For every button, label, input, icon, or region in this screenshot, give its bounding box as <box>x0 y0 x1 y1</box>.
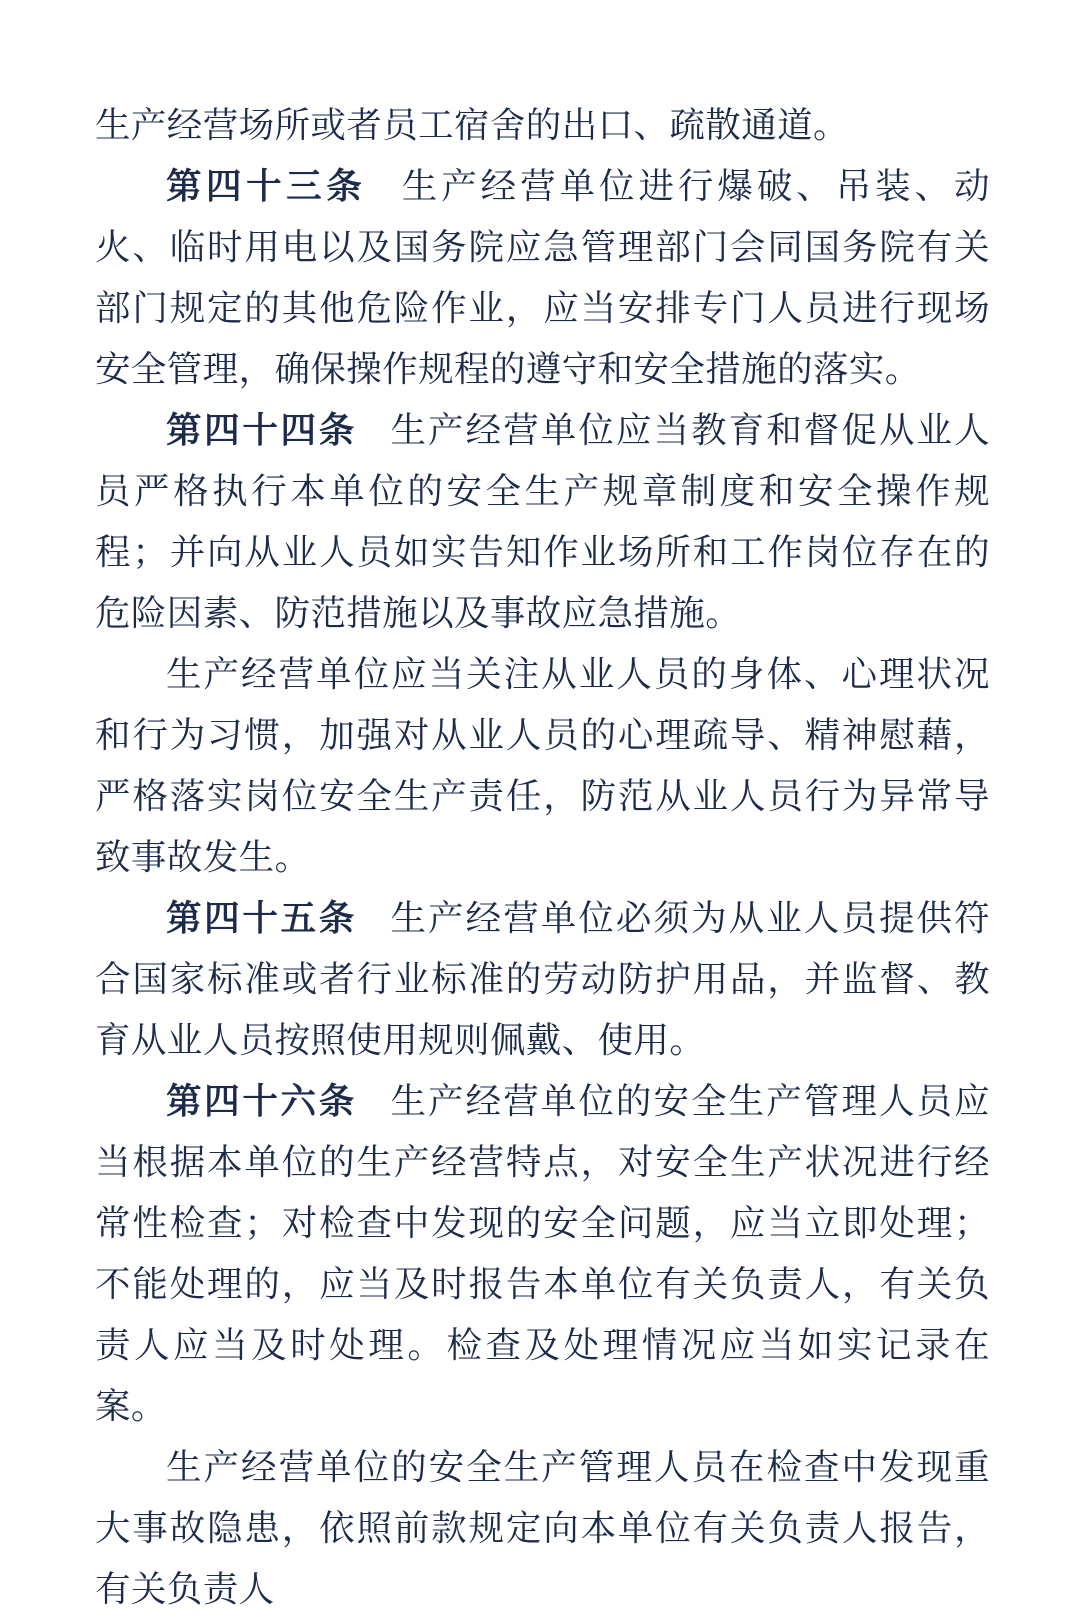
paragraph-continued <box>95 95 990 156</box>
paragraph-text: 生产经营单位应当教育和督促从业人员严格执行本单位的安全生产规章制度和安全操作规程；并向从业人员如实告知作业场所和工作岗位存在的危险因素、防范措施以及事故应急措施。 <box>95 410 990 634</box>
paragraph-text: 生产经营场所或者员工宿舍的出口、疏散通道。 <box>95 105 849 146</box>
paragraph-text: 生产经营单位应当关注从业人员的身体、心理状况和行为习惯，加强对从业人员的心理疏导、精神慰藉，严格落实岗位安全生产责任，防范从业人员行为异常导致事故发生。 <box>95 654 990 878</box>
article-number: 第四十四条 <box>166 410 357 451</box>
paragraph-article-45 <box>95 888 990 1071</box>
paragraph-article-43 <box>95 156 990 400</box>
article-number: 第四十五条 <box>166 898 357 939</box>
paragraph-text: 生产经营单位的安全生产管理人员在检查中发现重大事故隐患，依照前款规定向本单位有关负责人报告，有关负责人 <box>95 1447 990 1610</box>
paragraph-article-44-second <box>95 644 990 888</box>
article-number: 第四十三条 <box>166 166 367 207</box>
paragraph-article-44 <box>95 400 990 644</box>
paragraph-text: 生产经营单位必须为从业人员提供符合国家标准或者行业标准的劳动防护用品，并监督、教育从业人员按照使用规则佩戴、使用。 <box>95 898 990 1061</box>
paragraph-article-46 <box>95 1071 990 1437</box>
paragraph-text: 生产经营单位进行爆破、吊装、动火、临时用电以及国务院应急管理部门会同国务院有关部门规定的其他危险作业，应当安排专门人员进行现场安全管理，确保操作规程的遵守和安全措施的落实。 <box>95 166 990 390</box>
article-number: 第四十六条 <box>166 1081 357 1122</box>
paragraph-article-46-second <box>95 1437 990 1620</box>
document-body <box>95 95 990 1620</box>
paragraph-text: 生产经营单位的安全生产管理人员应当根据本单位的生产经营特点，对安全生产状况进行经常性检查；对检查中发现的安全问题，应当立即处理；不能处理的，应当及时报告本单位有关负责人，有关负责人应当及时处理。检查及处理情况应当如实记录在案。 <box>95 1081 990 1427</box>
